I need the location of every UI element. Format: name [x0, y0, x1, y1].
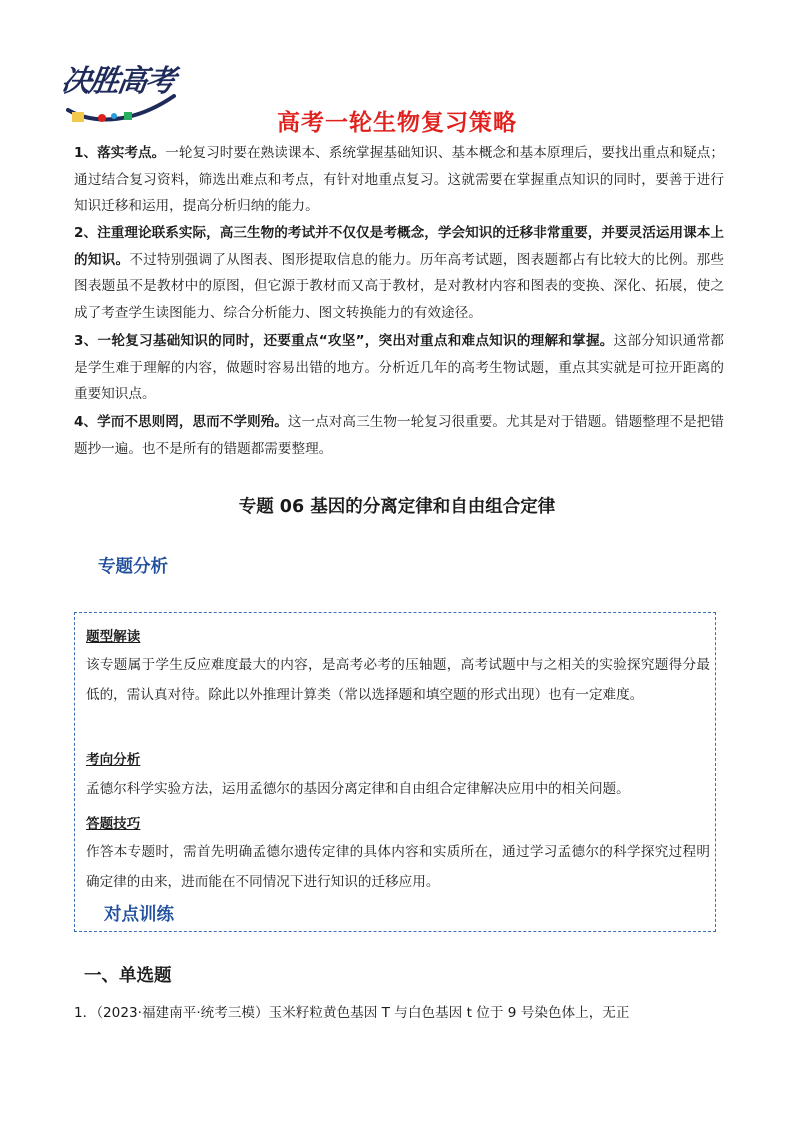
box-text-direction: 孟德尔科学实验方法，运用孟德尔的基因分离定律和自由组合定律解决应用中的相关问题。	[86, 781, 630, 797]
box-label-question-type: 题型解读	[86, 629, 141, 645]
box-label-direction: 考向分析	[86, 752, 141, 768]
main-title: 高考一轮生物复习策略	[277, 110, 517, 136]
topic-title: 专题 06 基因的分离定律和自由组合定律	[238, 497, 556, 517]
strategy-lead: 4、学而不思则罔，思而不学则殆。	[74, 414, 288, 430]
strategy-paragraph-1	[74, 140, 724, 220]
box-text-question-type: 该专题属于学生反应难度最大的内容，是高考必考的压轴题，高考试题中与之相关的实验探究题得分最低的，需认真对待。除此以外推理计算类（常以选择题和填空题的形式出现）也有一定难度。	[86, 657, 710, 703]
strategy-lead: 2、注重理论联系实际，高三生物的考试并不仅仅是考概念，学会知识的迁移非常重要，并要灵活运用课本上的知识。	[74, 225, 724, 268]
box-text-tips: 作答本专题时，需首先明确孟德尔遗传定律的具体内容和实质所在，通过学习孟德尔的科学探究过程明确定律的由来，进而能在不同情况下进行知识的迁移应用。	[86, 844, 710, 890]
section-heading-training: 对点训练	[104, 905, 174, 925]
strategy-paragraph-4	[74, 409, 724, 462]
strategy-body: 这部分知识通常都是学生难于理解的内容，做题时容易出错的地方。分析近几年的高考生物试题，重点其实就是可拉开距离的重要知识点。	[74, 333, 725, 403]
section-heading-analysis: 专题分析	[98, 557, 168, 577]
strategy-body: 这一点对高三生物一轮复习很重要。尤其是对于错题。错题整理不是把错题抄一遍。也不是所有的错题都需要整理。	[74, 414, 724, 457]
strategy-body: 一轮复习时要在熟读课本、系统掌握基础知识、基本概念和基本原理后，要找出重点和疑点；通过结合复习资料，筛选出难点和考点，有针对地重点复习。这就需要在掌握重点知识的同时，要善于进行知识迁移和运用，提高分析归纳的能力。	[74, 145, 724, 215]
single-choice-heading: 一、单选题	[84, 966, 172, 986]
strategy-lead: 3、一轮复习基础知识的同时，还要重点“攻坚”，突出对重点和难点知识的理解和掌握。	[74, 333, 614, 349]
strategy-lead: 1、落实考点。	[74, 145, 166, 161]
logo-text: 决胜高考	[59, 64, 176, 99]
strategy-body: 不过特别强调了从图表、图形提取信息的能力。历年高考试题，图表题都占有比较大的比例。那些图表题虽不是教材中的原图，但它源于教材而又高于教材，是对教材内容和图表的变换、深化、拓展，使之成了考查学生读图能力、综合分析能力、图文转换能力的有效途径。	[74, 251, 725, 322]
strategy-paragraph-2	[74, 220, 724, 327]
box-label-tips: 答题技巧	[86, 816, 141, 832]
strategy-paragraph-3	[74, 328, 724, 408]
question-1: 1．（2023·福建南平·统考三模）玉米籽粒黄色基因 T 与白色基因 t 位于 9 号染色体上，无正	[74, 1005, 630, 1021]
